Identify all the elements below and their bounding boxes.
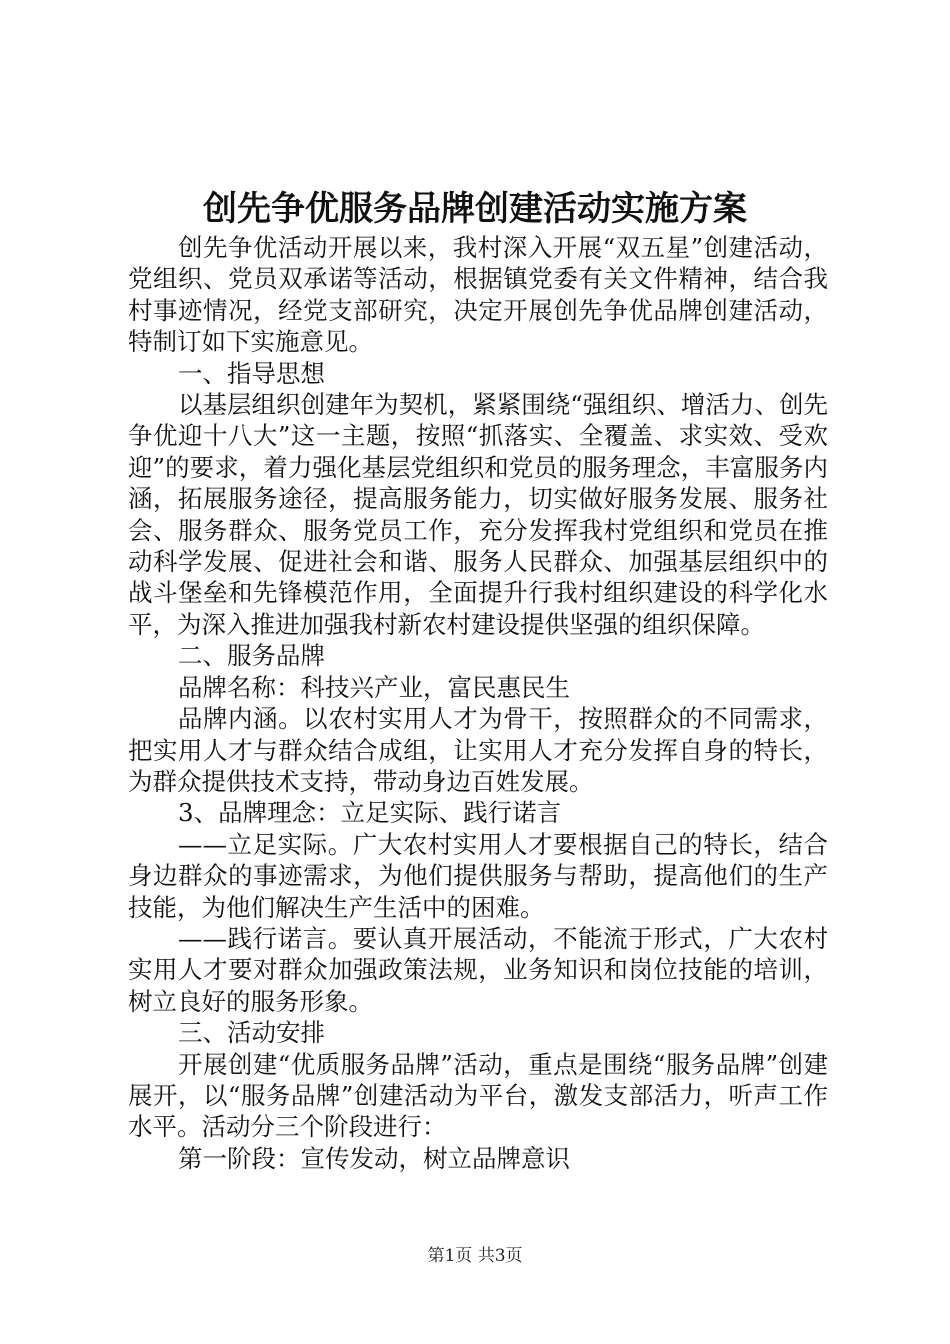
- paragraph-brand-name: 品牌名称：科技兴产业，富民惠民生: [178, 672, 570, 702]
- document-title: 创先争优服务品牌创建活动实施方案: [203, 189, 747, 229]
- paragraph-keep-promises: ——践行诺言。要认真开展活动，不能流于形式，广大农村实用人才要对群众加强政策法规，业务知识和岗位技能的培训，树立良好的服务形象。: [128, 923, 828, 1016]
- document-body: [128, 232, 828, 1174]
- paragraph-grounded-in-reality: ——立足实际。广大农村实用人才要根据自己的特长，结合身边群众的事迹需求，为他们提供服务与帮助，提高他们的生产技能，为他们解决生产生活中的困难。: [128, 829, 828, 922]
- paragraph-guiding-thought: 以基层组织创建年为契机，紧紧围绕“强组织、增活力、创先争优迎十八大”这一主题，按照“抓落实、全覆盖、求实效、受欢迎”的要求，着力强化基层党组织和党员的服务理念，丰富服务内涵，拓展服务途径，提高服务能力，切实做好服务发展、服务社会、服务群众、服务党员工作，充分发挥我村党组织和党员在推动科学发展、促进社会和谐、服务人民群众、加强基层组织中的战斗堡垒和先锋模范作用，全面提升行我村组织建设的科学化水平，为深入推进加强我村新农村建设提供坚强的组织保障。: [128, 390, 828, 639]
- paragraph-brand-concept: 3、品牌理念：立足实际、践行诺言: [178, 798, 562, 828]
- page-footer: 第1页 共3页: [427, 1246, 523, 1266]
- heading-guiding-thought: 一、指导思想: [178, 358, 325, 388]
- heading-service-brand: 二、服务品牌: [178, 641, 325, 671]
- paragraph-brand-connotation: 品牌内涵。以农村实用人才为骨干，按照群众的不同需求，把实用人才与群众结合成组，让实用人才充分发挥自身的特长，为群众提供技术支持，带动身边百姓发展。: [128, 704, 828, 796]
- heading-activity-arrangement: 三、活动安排: [178, 1018, 325, 1048]
- paragraph-phase-one: 第一阶段：宣传发动，树立品牌意识: [178, 1143, 570, 1173]
- paragraph-activity-arrangement: 开展创建“优质服务品牌”活动，重点是围绕“服务品牌”创建展开，以“服务品牌”创建活动为平台，激发支部活力，听声工作水平。活动分三个阶段进行：: [128, 1049, 828, 1142]
- paragraph-intro: 创先争优活动开展以来，我村深入开展“双五星”创建活动，党组织、党员双承诺等活动，根据镇党委有关文件精神，结合我村事迹情况，经党支部研究，决定开展创先争优品牌创建活动，特制订如下实施意见。: [128, 233, 828, 357]
